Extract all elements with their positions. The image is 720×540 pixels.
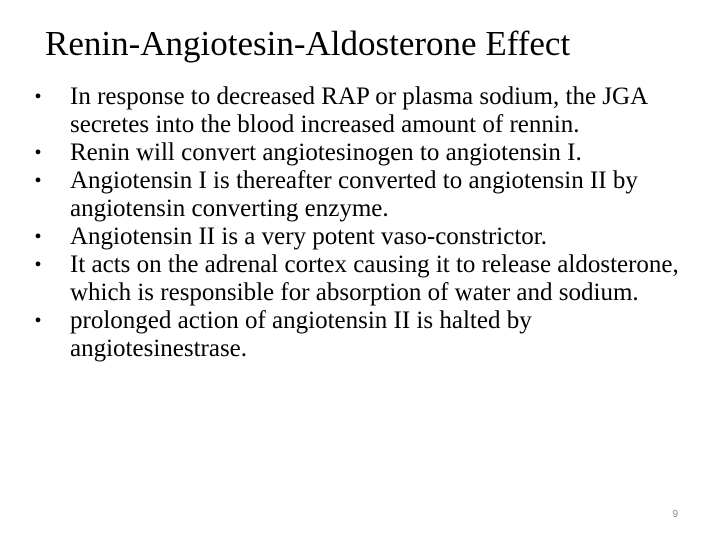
bullet-item <box>28 223 698 251</box>
page-number: 9 <box>672 509 678 520</box>
bullet-dot-icon: • <box>34 254 42 276</box>
bullet-text: Angiotensin II is a very potent vaso-constrictor. <box>70 223 547 250</box>
bullet-text: Angiotensin I is thereafter converted to angiotensin II by angiotensin converting enzyme. <box>70 167 638 222</box>
slide-title: Renin-Angiotesin-Aldosterone Effect <box>45 24 571 63</box>
bullet-item <box>28 251 698 307</box>
bullet-item <box>28 83 698 139</box>
bullet-dot-icon: • <box>34 170 42 192</box>
bullet-dot-icon: • <box>34 310 42 332</box>
bullet-text: It acts on the adrenal cortex causing it to release aldosterone, which is responsible for absorption of water and sodium. <box>70 251 679 306</box>
bullet-item <box>28 307 698 363</box>
bullet-item <box>28 167 698 223</box>
bullet-text: In response to decreased RAP or plasma sodium, the JGA secretes into the blood increased amount of rennin. <box>70 83 647 138</box>
bullet-text: prolonged action of angiotensin II is halted by angiotesinestrase. <box>70 307 532 362</box>
bullet-text: Renin will convert angiotesinogen to angiotensin I. <box>70 139 582 166</box>
bullet-item <box>28 139 698 167</box>
bullet-dot-icon: • <box>34 142 42 164</box>
bullet-dot-icon: • <box>34 226 42 248</box>
bullet-list <box>28 83 698 363</box>
bullet-dot-icon: • <box>34 86 42 108</box>
